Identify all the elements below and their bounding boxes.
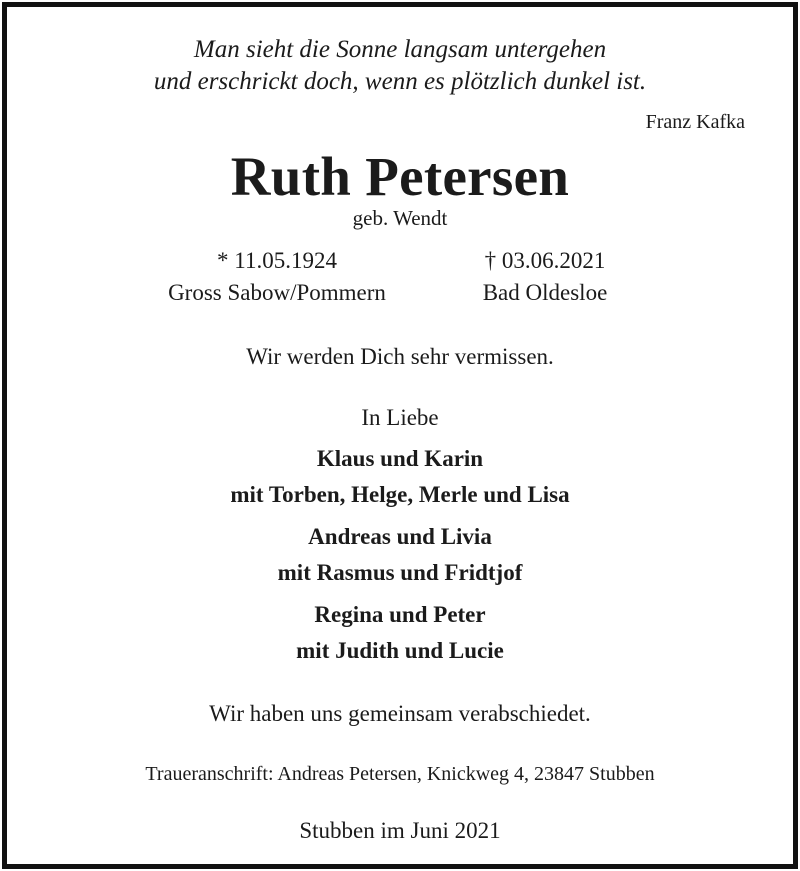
quote-line-2: und erschrickt doch, wenn es plötzlich dunkel ist.: [153, 68, 647, 95]
quote-author: Franz Kafka: [645, 111, 745, 133]
place-date: Stubben im Juni 2021: [299, 818, 501, 843]
birth-date: * 11.05.1924: [217, 248, 337, 273]
family-2-children: mit Rasmus und Fridtjof: [277, 560, 523, 585]
mourning-address: Traueranschrift: Andreas Petersen, Knickweg 4, 23847 Stubben: [145, 763, 655, 785]
family-1-children: mit Torben, Helge, Merle und Lisa: [230, 482, 570, 507]
in-love-text: In Liebe: [361, 405, 439, 430]
quote-line-1: Man sieht die Sonne langsam untergehen: [193, 36, 607, 63]
message-text: Wir werden Dich sehr vermissen.: [246, 344, 554, 369]
birth-place: Gross Sabow/Pommern: [168, 280, 386, 305]
death-place: Bad Oldesloe: [482, 280, 608, 305]
family-3-children: mit Judith und Lucie: [296, 638, 504, 663]
death-date: † 03.06.2021: [484, 248, 606, 273]
family-3-names: Regina und Peter: [314, 602, 486, 627]
family-1-names: Klaus und Karin: [316, 446, 484, 471]
farewell-text: Wir haben uns gemeinsam verabschiedet.: [209, 701, 591, 726]
family-2-names: Andreas und Livia: [308, 524, 492, 549]
maiden-name: geb. Wendt: [352, 206, 448, 230]
obituary-notice: [2, 2, 798, 869]
deceased-name: Ruth Petersen: [230, 146, 570, 207]
